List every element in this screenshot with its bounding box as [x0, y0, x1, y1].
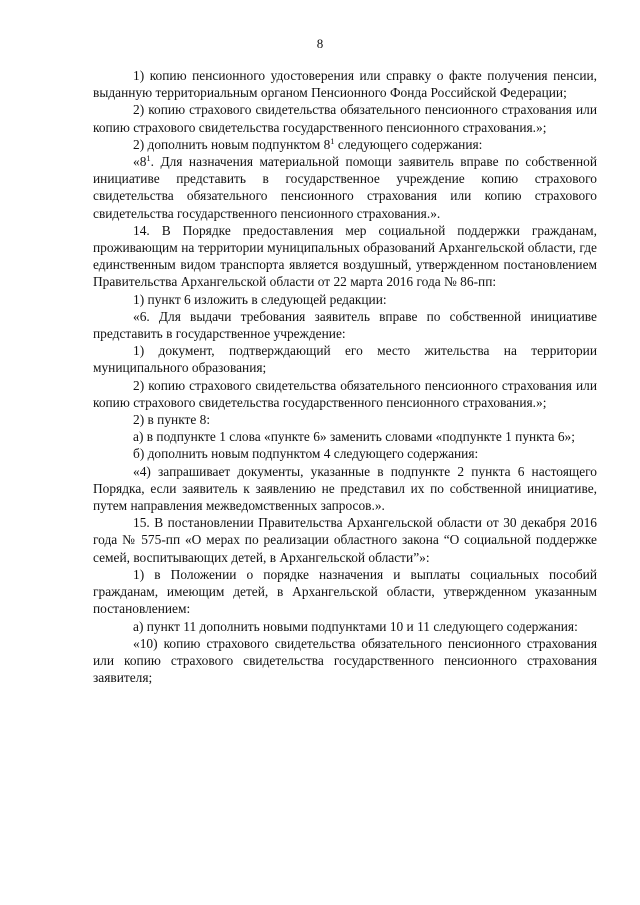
text-fragment: 2) дополнить новым подпунктом 8 [133, 136, 331, 152]
page-number: 8 [316, 36, 324, 51]
paragraph-point-8: 2) в пункте 8: [133, 412, 211, 428]
paragraph-point-6-text: «6. Для выдачи требования заявитель вправе по собственной инициативе представить в государственное учреждение: [93, 308, 597, 342]
paragraph-section-14: 14. В Порядке предоставления мер социальной поддержки гражданам, проживающим на территории муниципальных образований Архангельской области, где единственным видом транспорта является воздушный, утвержденном постановлением Правительства Архангельской области от 22 марта 2016 года № 86-пп: [93, 222, 597, 290]
paragraph-subpoint-a: а) в подпункте 1 слова «пункте 6» заменить словами «подпункте 1 пункта 6»; [133, 429, 575, 445]
paragraph-subpoint-8-1-text [93, 153, 597, 222]
paragraph-subpoint-10-text: «10) копию страхового свидетельства обязательного пенсионного страхования или копию страхового свидетельства государственного пенсионного страхования заявителя; [93, 635, 597, 686]
paragraph-regulation: 1) в Положении о порядке назначения и выплаты социальных пособий гражданам, имеющим детей, в Архангельской области, утвержденном указанным постановлением: [93, 566, 597, 617]
paragraph-section-15: 15. В постановлении Правительства Архангельской области от 30 декабря 2016 года № 575-пп «О мерах по реализации областного закона “О социальной поддержке семей, воспитывающих детей, в Архангельской области”»: [93, 515, 597, 565]
paragraph-insurance-copy-2: 2) копию страхового свидетельства обязательного пенсионного страхования или копию страхового свидетельства государственного пенсионного страхования.»; [93, 377, 597, 410]
document-body [93, 67, 597, 686]
paragraph-insurance-copy: 2) копию страхового свидетельства обязательного пенсионного страхования или копию страхового свидетельства государственного пенсионного страхования.»; [93, 102, 597, 135]
paragraph-point-6-edit: 1) пункт 6 изложить в следующей редакции: [133, 291, 387, 307]
superscript: 1 [330, 135, 335, 146]
paragraph-residence-document: 1) документ, подтверждающий его место жительства на территории муниципального образования; [93, 343, 597, 376]
paragraph-subpoint-b: б) дополнить новым подпунктом 4 следующего содержания: [133, 446, 479, 462]
text-fragment: следующего содержания: [334, 136, 483, 152]
paragraph-subpoint-4-text: «4) запрашивает документы, указанные в подпункте 2 пункта 6 настоящего Порядка, если заявитель к заявлению не представил их по собственной инициативе, путем направления межведомственных запросов.». [93, 463, 597, 514]
text-fragment: «8 [133, 154, 147, 170]
paragraph-add-subpoint-8-1 [93, 136, 597, 153]
paragraph-point-11: а) пункт 11 дополнить новыми подпунктами 10 и 11 следующего содержания: [133, 618, 578, 634]
text-fragment: . Для назначения материальной помощи заявитель вправе по собственной инициативе представить в государственное учреждение копию страхового свидетельства обязательного пенсионного страхования или копию страхового свидетельства государственного пенсионного страхования.». [93, 154, 597, 221]
superscript: 1 [146, 153, 151, 164]
paragraph-pension-certificate: 1) копию пенсионного удостоверения или справку о факте получения пенсии, выданную территориальным органом Пенсионного Фонда Российской Федерации; [93, 68, 597, 101]
